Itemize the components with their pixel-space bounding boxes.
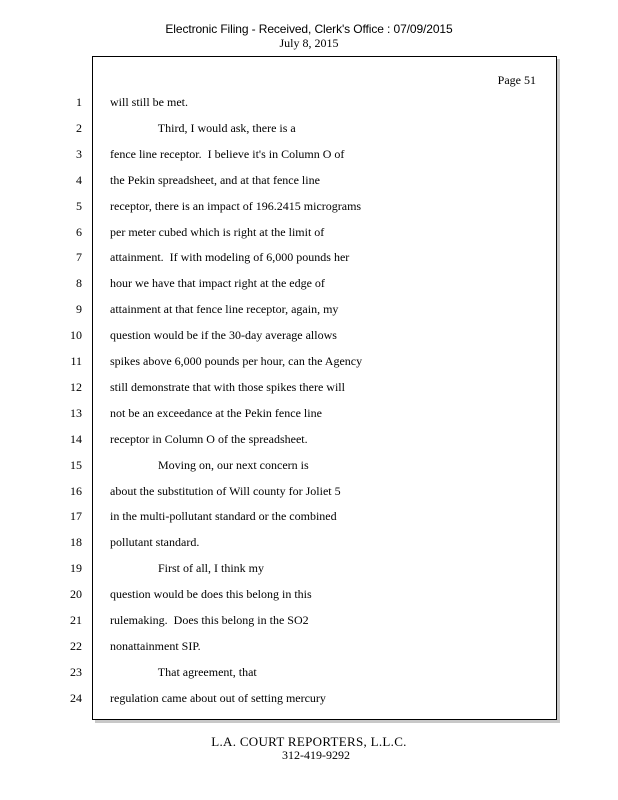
line-text: question would be does this belong in this bbox=[110, 587, 312, 601]
line-number: 1 bbox=[76, 95, 82, 109]
line-text: will still be met. bbox=[110, 95, 188, 109]
line-text: about the substitution of Will county for Joliet 5 bbox=[110, 484, 341, 498]
line-text: still demonstrate that with those spikes there will bbox=[110, 380, 345, 394]
line-number: 20 bbox=[70, 587, 82, 601]
line-text: That agreement, that bbox=[110, 665, 257, 679]
line-text: per meter cubed which is right at the limit of bbox=[110, 225, 325, 239]
line-number: 3 bbox=[76, 147, 82, 161]
line-number: 12 bbox=[70, 380, 82, 394]
line-number: 15 bbox=[70, 458, 82, 472]
line-text: spikes above 6,000 pounds per hour, can the Agency bbox=[110, 354, 363, 368]
filing-stamp: Electronic Filing - Received, Clerk's Office : 07/09/2015 bbox=[165, 22, 453, 36]
footer-phone: 312-419-9292 bbox=[282, 748, 350, 762]
line-text: rulemaking. Does this belong in the SO2 bbox=[110, 613, 309, 627]
line-text: the Pekin spreadsheet, and at that fence line bbox=[110, 173, 320, 187]
line-text: Third, I would ask, there is a bbox=[110, 121, 296, 135]
page-number: Page 51 bbox=[497, 73, 536, 87]
line-text: attainment. If with modeling of 6,000 pounds her bbox=[110, 250, 350, 264]
line-number: 21 bbox=[70, 613, 82, 627]
line-text: First of all, I think my bbox=[110, 561, 264, 575]
line-number: 10 bbox=[70, 328, 82, 342]
footer-company: L.A. COURT REPORTERS, L.L.C. bbox=[211, 734, 407, 749]
line-number: 19 bbox=[70, 561, 82, 575]
line-number: 2 bbox=[76, 121, 82, 135]
line-text: attainment at that fence line receptor, again, my bbox=[110, 302, 339, 316]
line-text: Moving on, our next concern is bbox=[110, 458, 309, 472]
line-number: 17 bbox=[70, 509, 82, 523]
line-number: 7 bbox=[76, 250, 82, 264]
line-text: in the multi-pollutant standard or the combined bbox=[110, 509, 337, 523]
line-text: receptor, there is an impact of 196.2415 micrograms bbox=[110, 199, 362, 213]
line-number: 22 bbox=[70, 639, 82, 653]
line-number: 4 bbox=[76, 173, 82, 187]
line-text: receptor in Column O of the spreadsheet. bbox=[110, 432, 308, 446]
line-text: pollutant standard. bbox=[110, 535, 200, 549]
line-number: 14 bbox=[70, 432, 82, 446]
line-number: 5 bbox=[76, 199, 82, 213]
line-text: not be an exceedance at the Pekin fence line bbox=[110, 406, 322, 420]
line-number: 13 bbox=[70, 406, 82, 420]
line-text: question would be if the 30-day average allows bbox=[110, 328, 337, 342]
line-number: 11 bbox=[70, 354, 82, 368]
line-number: 16 bbox=[70, 484, 82, 498]
line-number: 9 bbox=[76, 302, 82, 316]
line-text: nonattainment SIP. bbox=[110, 639, 201, 653]
transcript-date: July 8, 2015 bbox=[279, 36, 339, 50]
line-number: 23 bbox=[70, 665, 82, 679]
line-number: 24 bbox=[70, 691, 82, 705]
line-text: hour we have that impact right at the edge of bbox=[110, 276, 325, 290]
line-number: 18 bbox=[70, 535, 82, 549]
line-text: regulation came about out of setting mercury bbox=[110, 691, 326, 705]
line-text: fence line receptor. I believe it's in Column O of bbox=[110, 147, 345, 161]
line-number: 8 bbox=[76, 276, 82, 290]
line-number: 6 bbox=[76, 225, 82, 239]
